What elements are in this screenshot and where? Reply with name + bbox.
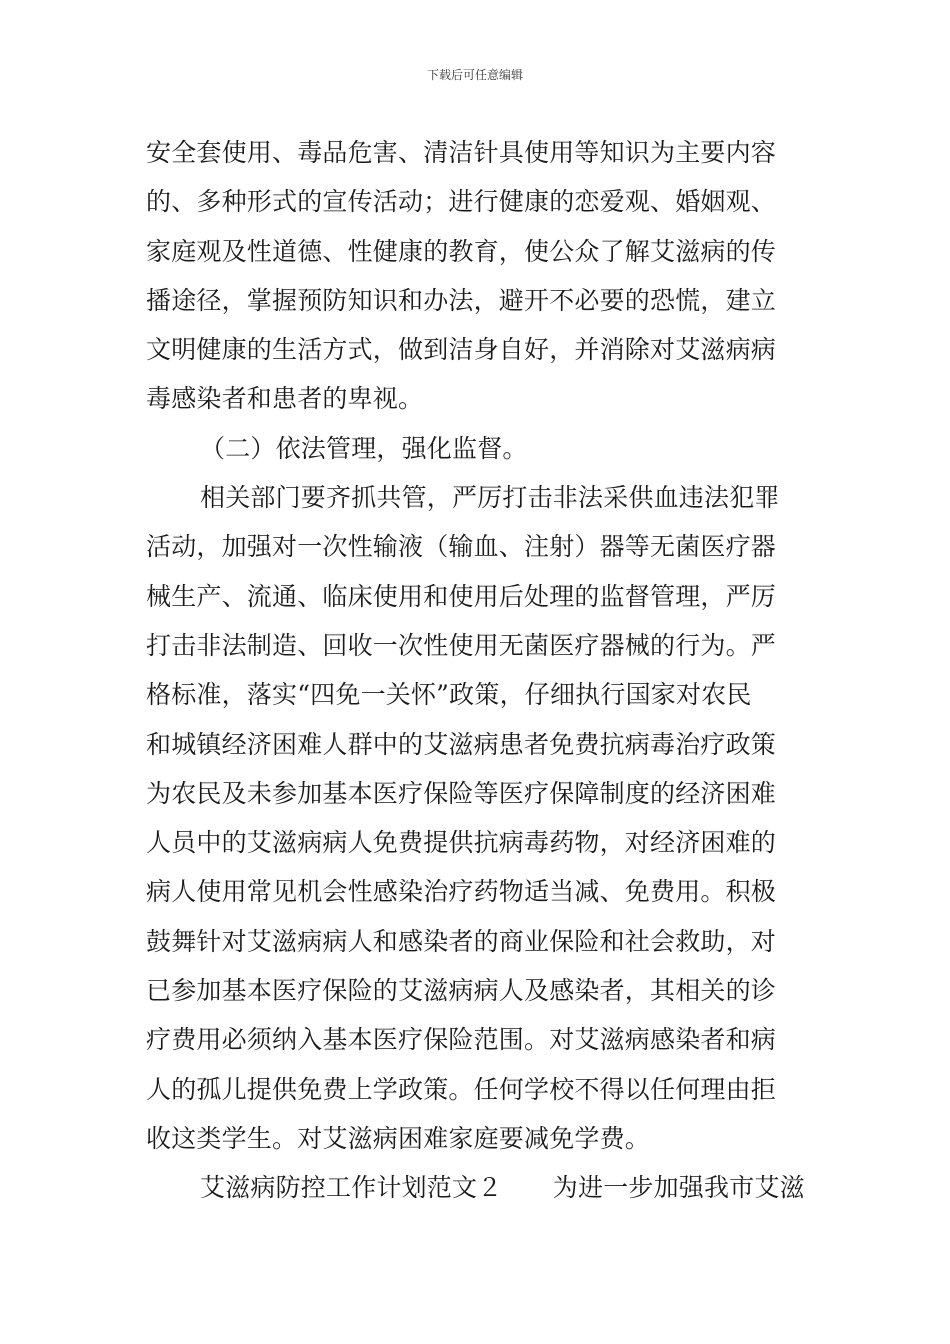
document-body: [146, 128, 810, 1213]
text-line: 相关部门要齐抓共管，严厉打击非法采供血违法犯罪: [200, 483, 780, 513]
text-line: 打击非法制造、回收一次性使用无菌医疗器械的行为。严: [146, 630, 777, 660]
text-line: 人的孤儿提供免费上学政策。任何学校不得以任何理由拒: [146, 1074, 777, 1104]
text-line: 已参加基本医疗保险的艾滋病病人及感染者，其相关的诊: [146, 976, 777, 1006]
text-line: 格标准，落实“四免一关怀”政策，仔细执行国家对农民: [146, 680, 752, 710]
text-line: 家庭观及性道德、性健康的教育，使公众了解艾滋病的传: [146, 236, 777, 266]
text-line: 疗费用必须纳入基本医疗保险范围。对艾滋病感染者和病: [146, 1025, 777, 1055]
text-line: 毒感染者和患者的卑视。: [146, 384, 424, 414]
text-line: 文明健康的生活方式，做到洁身自好，并消除对艾滋病病: [146, 335, 777, 365]
text-line: 人员中的艾滋病病人免费提供抗病毒药物，对经济困难的: [146, 828, 777, 858]
text-line: 病人使用常见机会性感染治疗药物适当减、免费用。积极: [146, 877, 777, 907]
text-line: 械生产、流通、临床使用和使用后处理的监督管理，严厉: [146, 581, 777, 611]
text-line: 收这类学生。对艾滋病困难家庭要减免学费。: [146, 1123, 651, 1153]
text-line: 鼓舞针对艾滋病病人和感染者的商业保险和社会救助，对: [146, 926, 777, 956]
page-header-note: 下载后可任意编辑: [426, 68, 523, 82]
text-line: 为农民及未参加基本医疗保险等医疗保障制度的经济困难: [146, 778, 777, 808]
text-line: 和城镇经济困难人群中的艾滋病患者免费抗病毒治疗政策: [146, 729, 777, 759]
text-line: 播途径，掌握预防知识和办法，避开不必要的恐慌，建立: [146, 285, 777, 315]
text-line: 艾滋病防控工作计划范文２ 为进一步加强我市艾滋: [200, 1173, 805, 1203]
text-line: 活动，加强对一次性输液（输血、注射）器等无菌医疗器: [146, 532, 777, 562]
text-line: 的、多种形式的宣传活动；进行健康的恋爱观、婚姻观、: [146, 187, 777, 217]
text-line: 安全套使用、毒品危害、清洁针具使用等知识为主要内容: [146, 138, 777, 167]
text-line: （二）依法管理，强化监督。: [200, 433, 528, 463]
